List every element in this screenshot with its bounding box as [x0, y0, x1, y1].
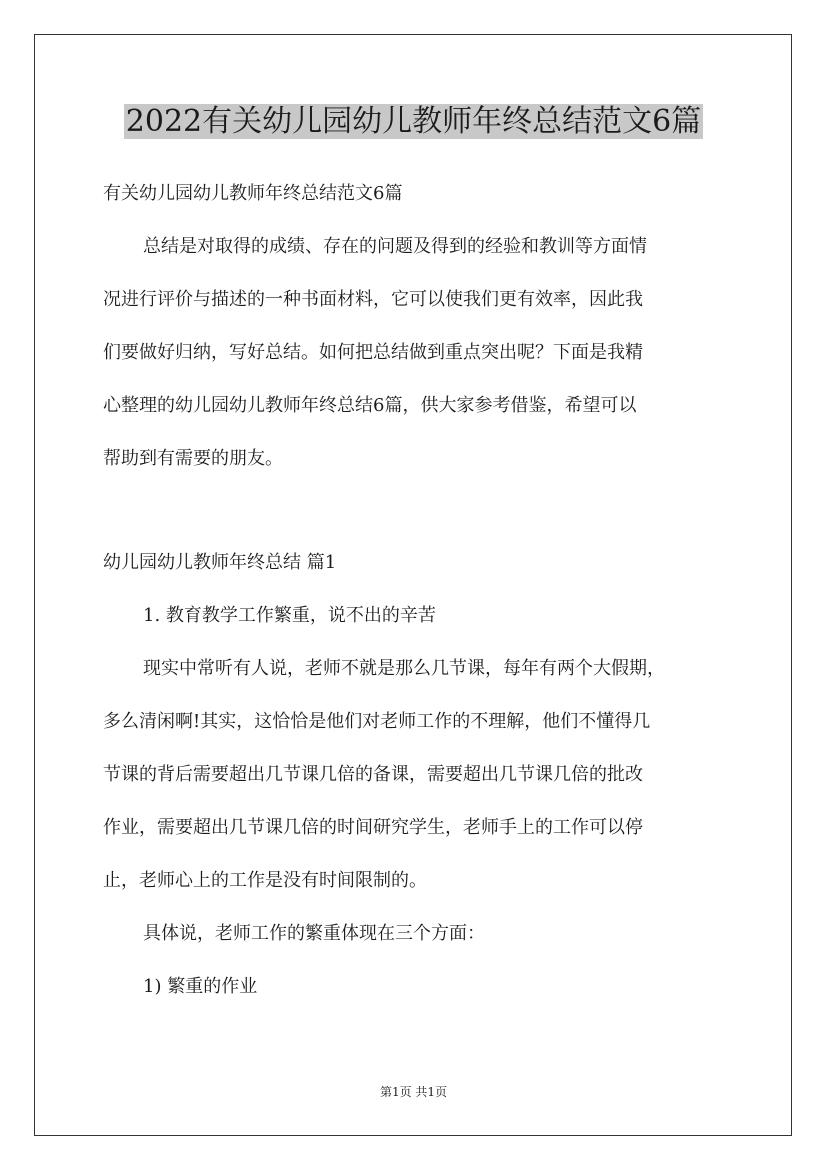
para-line-1: 现实中常听有人说，老师不就是那么几节课，每年有两个大假期，	[143, 658, 665, 679]
para-2: 具体说，老师工作的繁重体现在三个方面：	[143, 923, 485, 944]
para-line-3: 节课的背后需要超出几节课几倍的备课，需要超出几节课几倍的批改	[103, 764, 643, 785]
document-title	[0, 100, 827, 144]
para-line-5: 止，老师心上的工作是没有时间限制的。	[103, 870, 427, 891]
sub-item-1: 1) 繁重的作业	[143, 976, 258, 997]
para-line-2: 多么清闲啊!其实，这恰恰是他们对老师工作的不理解，他们不懂得几	[103, 711, 651, 732]
document-title-text: 2022有关幼儿园幼儿教师年终总结范文6篇	[125, 104, 702, 139]
intro-line-4: 心整理的幼儿园幼儿教师年终总结6篇，供大家参考借鉴，希望可以	[103, 395, 637, 416]
intro-line-2: 况进行评价与描述的一种书面材料，它可以使我们更有效率，因此我	[103, 289, 643, 310]
document-subtitle: 有关幼儿园幼儿教师年终总结范文6篇	[103, 183, 403, 204]
para-line-4: 作业，需要超出几节课几倍的时间研究学生，老师手上的工作可以停	[103, 817, 643, 838]
section-heading: 幼儿园幼儿教师年终总结 篇1	[103, 552, 337, 573]
page-footer: 第1页 共1页	[379, 1085, 448, 1099]
intro-line-3: 们要做好归纳，写好总结。如何把总结做到重点突出呢？下面是我精	[103, 342, 643, 363]
intro-line-1: 总结是对取得的成绩、存在的问题及得到的经验和教训等方面情	[143, 236, 647, 257]
intro-line-5: 帮助到有需要的朋友。	[103, 448, 283, 469]
list-item-1: 1. 教育教学工作繁重，说不出的辛苦	[143, 605, 436, 626]
document-body	[103, 175, 728, 1005]
